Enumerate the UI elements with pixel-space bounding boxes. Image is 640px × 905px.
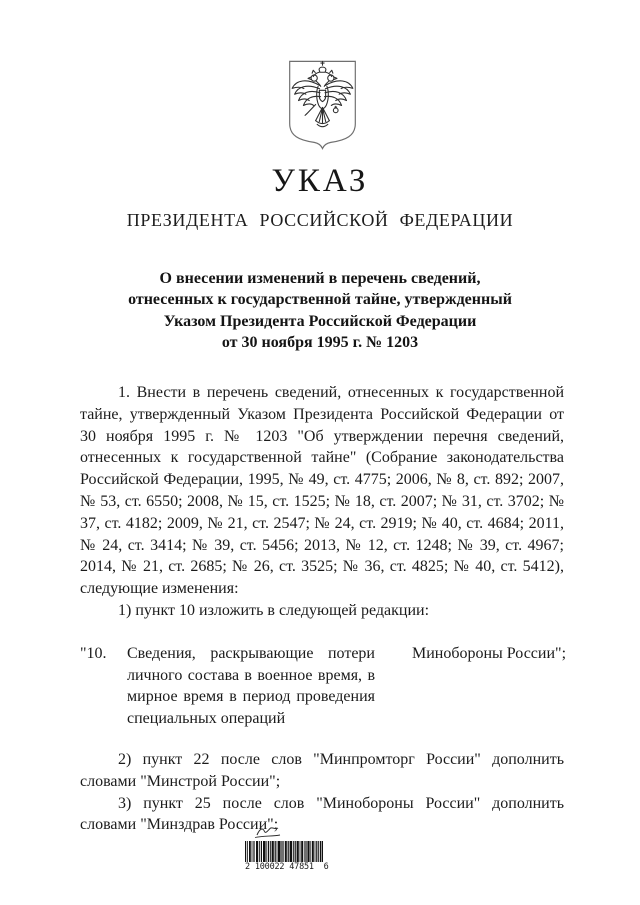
barcode-bars-icon [245, 841, 323, 862]
barcode [245, 824, 329, 872]
amendment-3-paragraph: 3) пункт 25 после слов "Минобороны России" дополнить словами "Минздрав России"; [80, 794, 564, 834]
amendment-item-agency: Минобороны России"; [412, 644, 567, 662]
amendment-item-number: "10. [80, 644, 107, 662]
decree-body [80, 382, 567, 836]
amendment-item-description: Сведения, раскрывающие потери личного состава в военное время, в мирное время в период проведения специальных операций [127, 644, 375, 728]
subject-line-4: от 30 ноября 1995 г. № 1203 [221, 333, 419, 351]
barcode-digits: 2 100022 47851 6 [245, 862, 329, 872]
subject-line-3: Указом Президента Российской Федерации [163, 312, 477, 330]
handwritten-mark [253, 824, 283, 840]
intro-paragraph: 1. Внести в перечень сведений, отнесенных к государственной тайне, утвержденный Указом Президента Российской Федерации от 30 ноября 1995 г. № 1203 "Об утверждении перечня сведений, отнесенных к государственной тайне" (Собрание законодательства Российской Федерации, 1995, № 49, ст. 4775; 2006, № 8, ст. 892; 2007, № 53, ст. 6550; 2008, № 15, ст. 1525; № 18, ст. 2007; № 31, ст. 3702; № 37, ст. 4182; 2009, № 21, ст. 2547; № 24, ст. 2919; № 40, ст. 4684; 2011, № 24, ст. 3414; № 39, ст. 5456; 2013, № 12, ст. 1248; № 39, ст. 4967; 2014, № 21, ст. 2685; № 26, ст. 3525; № 36, ст. 4825; № 40, ст. 5412), следующие изменения: [80, 384, 564, 598]
decree-title: УКАЗ [271, 163, 369, 199]
subject-line-2: отнесенных к государственной тайне, утвержденный [128, 291, 512, 309]
amendment-2-paragraph: 2) пункт 22 после слов "Минпромторг России" дополнить словами "Минстрой России"; [80, 750, 564, 790]
amendment-item-row [80, 643, 567, 730]
decree-issuer: ПРЕЗИДЕНТА РОССИЙСКОЙ ФЕДЕРАЦИИ [126, 210, 514, 230]
amendment-1-intro: 1) пункт 10 изложить в следующей редакции: [118, 601, 430, 619]
double-headed-eagle-icon [283, 56, 362, 151]
subject-line-1: О внесении изменений в перечень сведений, [159, 270, 481, 287]
decree-subject [0, 268, 640, 353]
coat-of-arms [283, 56, 362, 151]
